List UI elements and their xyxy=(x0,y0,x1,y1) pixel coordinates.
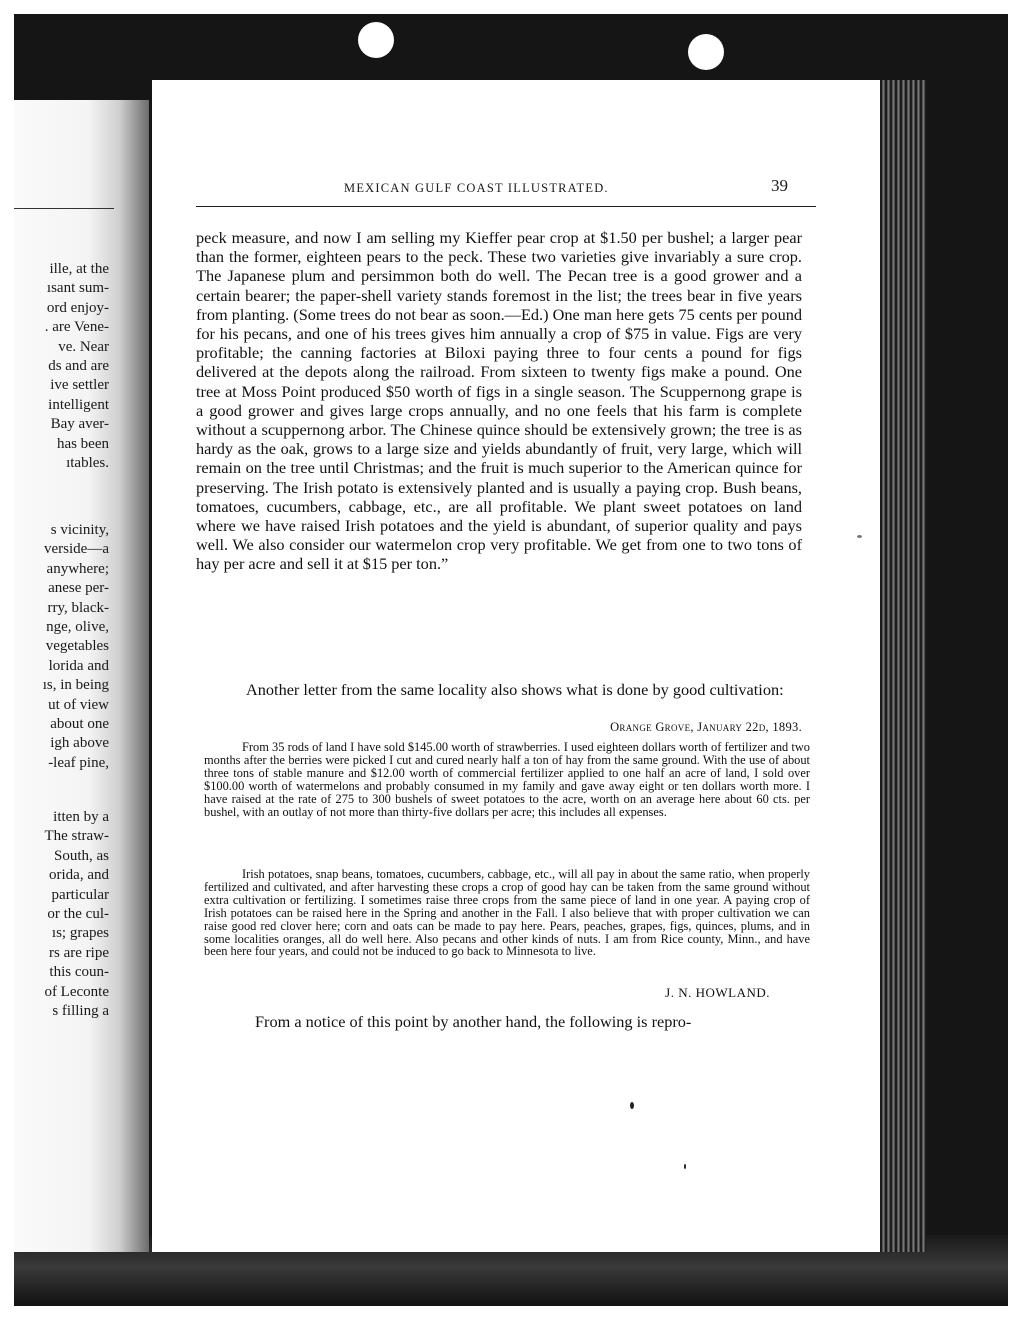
facing-page-line: intelligent xyxy=(48,396,109,413)
binder-hole-left xyxy=(358,22,394,58)
page-number: 39 xyxy=(771,176,788,195)
letter-signature: J. N. HOWLAND. xyxy=(665,985,770,1000)
facing-page-line: itten by a xyxy=(53,809,109,825)
facing-page-line: about one xyxy=(50,716,109,733)
facing-page-line: anywhere; xyxy=(46,560,109,577)
intro-paragraph xyxy=(196,680,802,699)
facing-page-line: igh above xyxy=(50,735,109,752)
header-rule xyxy=(196,206,816,207)
facing-page-line: rs are ripe xyxy=(49,944,109,961)
facing-page-line: lorida and xyxy=(48,657,109,674)
facing-page-line: South, as xyxy=(53,847,109,864)
facing-page-line: particular xyxy=(51,886,109,903)
facing-page-line: has been xyxy=(56,435,109,452)
facing-page-line: Bay aver- xyxy=(50,416,109,433)
facing-page-line: nge, olive, xyxy=(46,619,109,636)
paragraph-continuation: peck measure, and now I am selling my Kieffer pear crop at $1.50 per bushel; a larger pear than the former, eighteen pears to the peck. These two varieties give invariably a sure crop. The Japanese plum and persimmon both do well. The Pecan tree is a good grower and a certain bearer; the paper-shell variety stands foremost in the list; the trees bear in five years from planting. (Some trees do not bear as soon.—Ed.) One man here gets 75 cents per pound for his pecans, and one of his trees gives him annually a crop of $75 in value. Figs are very profitable; the canning factories at Biloxi paying three to four cents a pound for figs delivered at the depots along the railroad. From sixteen to twenty figs make a pound. One tree at Moss Point produced $50 worth of figs in a single season. The Scuppernong grape is a good grower and gives large crops annually, and no one feels that his farm is complete without a scuppernong arbor. The Chinese quince should be extensively grown; the tree is as hardy as the oak, grows to a large size and yields abundantly of fruit, very large, which will remain on the tree until Christmas; and the fruit is much superior to the American quince for preserving. The Irish potato is extensively planted and is usually a paying crop. Bush beans, tomatoes, cucumbers, cabbage, etc., are all profitable. We plant sweet potatoes on land where we have raised Irish potatoes and the yield is abundant, of superior quality and pays well. We also consider our watermelon crop very profitable. We get from one to two tons of hay per acre and sell it at $15 per ton.” xyxy=(196,228,802,574)
facing-page-line: ut of view xyxy=(48,696,109,713)
scan-speck xyxy=(857,535,862,538)
facing-page-line: ıs, in being xyxy=(42,677,109,694)
facing-page-line: -leaf pine, xyxy=(48,754,109,771)
facing-page-line: this coun- xyxy=(49,964,109,981)
facing-page-line: orida, and xyxy=(49,867,109,884)
facing-page-line: The straw- xyxy=(44,828,109,845)
facing-page-line: ısant sum- xyxy=(46,280,109,297)
closing-line: From a notice of this point by another hand, the following is repro- xyxy=(255,1012,692,1031)
facing-page-line: ve. Near xyxy=(58,338,109,355)
facing-page-line: s vicinity, xyxy=(50,522,109,538)
facing-page-line: . are Vene- xyxy=(44,319,109,336)
paragraph-another-letter: Another letter from the same locality also shows what is done by good cultivation: xyxy=(246,680,784,699)
facing-page xyxy=(14,100,149,1252)
facing-page-line: ive settler xyxy=(50,377,109,394)
facing-page-line: ds and are xyxy=(48,358,109,375)
facing-page-line: s filling a xyxy=(52,1003,109,1020)
facing-page-line: ord enjoy- xyxy=(46,299,109,316)
letter-dateline: Orange Grove, January 22d, 1893. xyxy=(610,720,802,734)
facing-page-line: or the cul- xyxy=(47,906,109,923)
facing-page-line: ıtables. xyxy=(66,455,109,472)
facing-page-line: ille, at the xyxy=(49,261,109,277)
binder-hole-right xyxy=(688,34,724,70)
letter-paragraph-one xyxy=(204,741,810,818)
facing-page-block-three xyxy=(44,808,109,1021)
letter-paragraph-two xyxy=(204,868,810,958)
facing-page-rule xyxy=(14,208,114,209)
facing-page-line: rry, black- xyxy=(47,599,109,616)
facing-page-line: anese per- xyxy=(48,580,109,597)
letter-paragraph: Irish potatoes, snap beans, tomatoes, cucumbers, cabbage, etc., will all pay in about the same ratio, when properly fertilized and cultivated, and after harvesting these crops a crop of good hay can be taken from the same ground without extra cultivation or fertilizing. I sometimes raise three crops from the same piece of land in one year. A paying crop of Irish potatoes can be raised here in the Spring and another in the Fall. I also believe that with proper cultivation we can raise good red clover here; corn and oats can be made to pay here. Pears, peaches, grapes, figs, quinces, plums, and in some localities oranges, all do well here. Also pecans and other kinds of nuts. I am from Rice county, Minn., and have been here four years, and could not be induced to go back to Minnesota to live. xyxy=(204,867,810,959)
facing-page-line: vegetables xyxy=(45,638,109,655)
page-edges xyxy=(880,80,926,1252)
scan-speck xyxy=(630,1102,634,1109)
facing-page-line: verside—a xyxy=(44,541,109,558)
facing-page-block-two xyxy=(43,521,109,773)
facing-page-block-one xyxy=(45,260,109,473)
main-paragraph xyxy=(196,228,802,574)
running-head: MEXICAN GULF COAST ILLUSTRATED. xyxy=(344,181,609,195)
facing-page-line: ıs; grapes xyxy=(51,925,109,942)
letter-paragraph: From 35 rods of land I have sold $145.00 worth of strawberries. I used eighteen dollars worth of fertilizer and two months after the berries were picked I cut and cured nearly half a ton of hay from the same ground. With the use of about three tons of stable manure and $12.00 worth of commercial fertilizer applied to one half an acre of land, I sold over $100.00 worth of watermelons and probably consumed in my family and gave away eight or ten dollars worth more. I have raised at the rate of 275 to 300 bushels of sweet potatoes to the acre, worth on an average here about 60 cts. per bushel, with an outlay of not more than thirty-five dollars per acre; this includes all expenses. xyxy=(204,740,810,819)
facing-page-line: of Leconte xyxy=(44,983,109,1000)
scan-speck xyxy=(684,1164,686,1169)
